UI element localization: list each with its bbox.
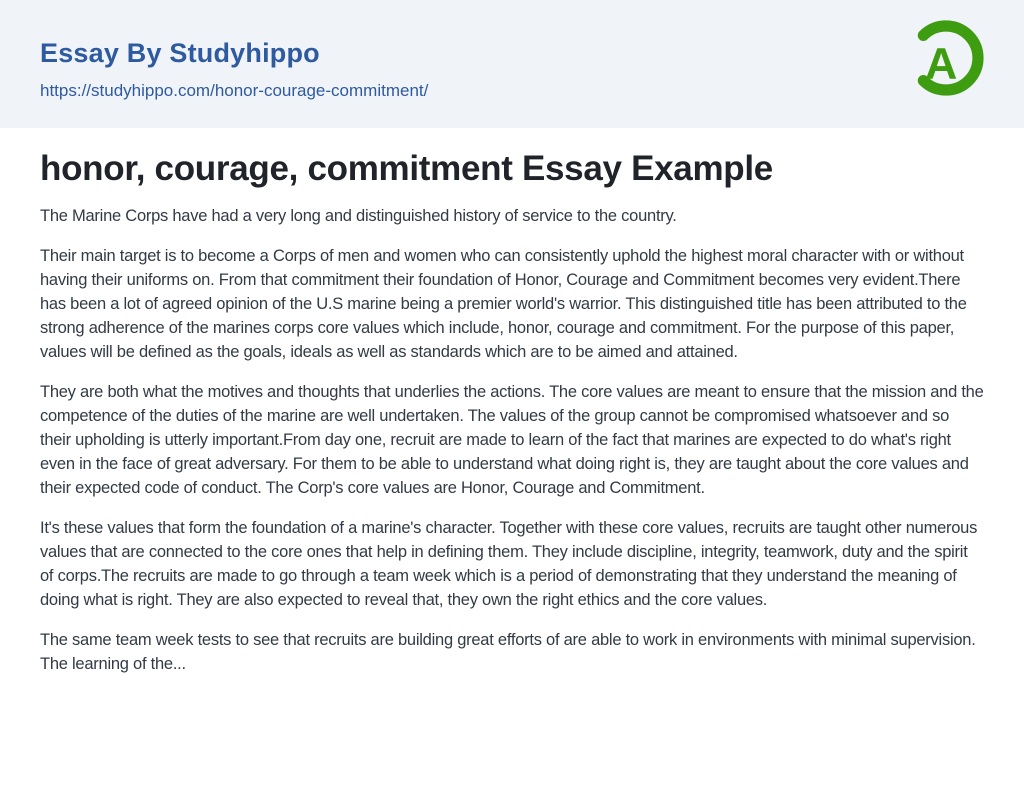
- essay-title: honor, courage, commitment Essay Example: [40, 149, 773, 188]
- essay-content: [0, 128, 1024, 676]
- studyhippo-logo-icon: [906, 18, 986, 98]
- page-header: [0, 0, 1024, 128]
- essay-paragraph: They are both what the motives and thoughts that underlies the actions. The core values are meant to ensure that the mission and the competence of the duties of the marine are well undertaken. The values of the group cannot be compromised whatsoever and so their upholding is utterly important.From day one, recruit are made to learn of the fact that marines are expected to do what's right even in the face of great adversary. For them to be able to understand what doing right is, they are taught about the core values and their expected code of conduct. The Corp's core values are Honor, Courage and Commitment.: [40, 383, 984, 497]
- site-title: Essay By Studyhippo: [40, 38, 320, 68]
- logo-letter: A: [925, 38, 958, 89]
- essay-paragraph: It's these values that form the foundation of a marine's character. Together with these core values, recruits are taught other numerous values that are connected to the core ones that help in defining them. They include discipline, integrity, teamwork, duty and the spirit of corps.The recruits are made to go through a team week which is a period of demonstrating that they understand the meaning of doing what is right. They are also expected to reveal that, they own the right ethics and the core values.: [40, 519, 978, 609]
- page-url: https://studyhippo.com/honor-courage-commitment/: [40, 81, 429, 100]
- essay-paragraph: Their main target is to become a Corps of men and women who can consistently uphold the highest moral character with or without having their uniforms on. From that commitment their foundation of Honor, Courage and Commitment becomes very evident.There has been a lot of agreed opinion of the U.S marine being a premier world's warrior. This distinguished title has been attributed to the strong adherence of the marines corps core values which include, honor, courage and commitment. For the purpose of this paper, values will be defined as the goals, ideals as well as standards which are to be aimed and attained.: [40, 247, 967, 361]
- essay-paragraph: The Marine Corps have had a very long and distinguished history of service to the country.: [40, 207, 677, 225]
- essay-paragraph: The same team week tests to see that recruits are building great efforts of are able to work in environments with minimal supervision. The learning of the...: [40, 631, 976, 673]
- logo-arc-icon: [906, 18, 986, 98]
